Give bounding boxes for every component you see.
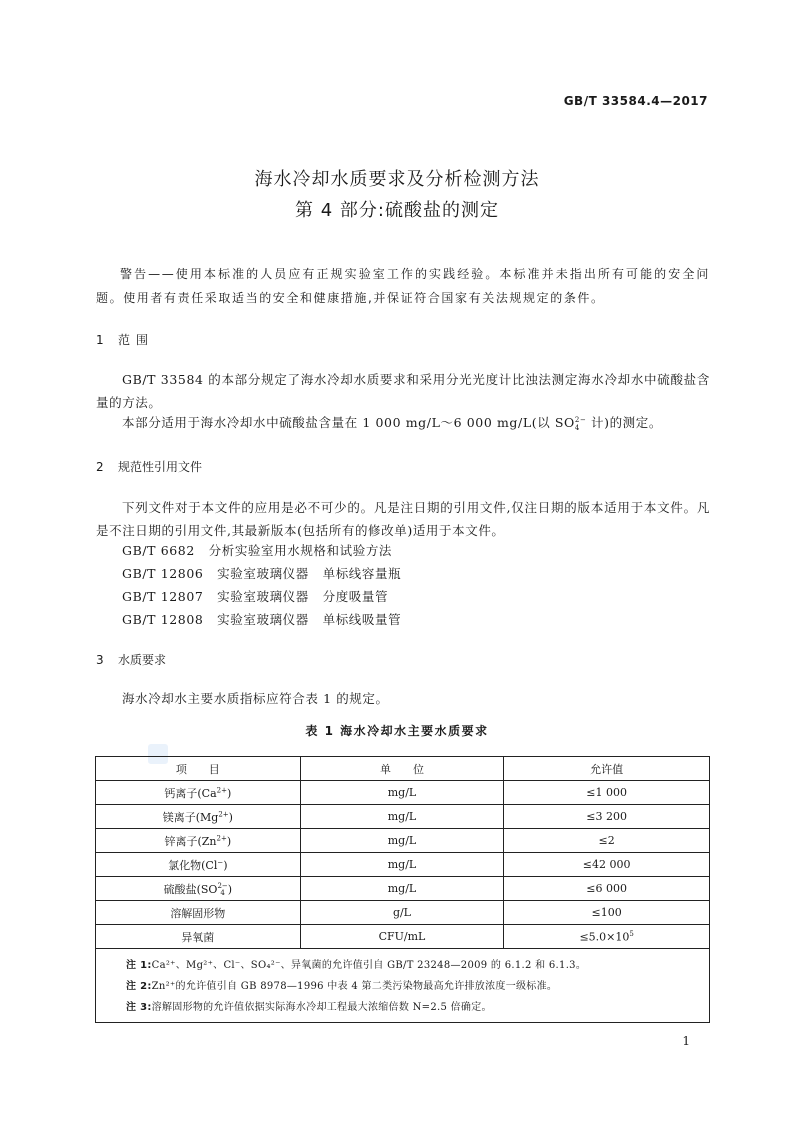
section-heading-references: [96, 458, 202, 475]
row-item: 镁离子$(Mg^{2+})$: [96, 805, 301, 829]
section-number: 3: [96, 653, 104, 667]
header-unit: 单 位: [300, 757, 504, 781]
section-heading-scope: [96, 331, 154, 348]
section-number: 2: [96, 460, 104, 474]
quality-intro: 海水冷却水主要水质指标应符合表 1 的规定。: [122, 691, 389, 706]
section-heading-water-quality: [96, 651, 166, 668]
row-item: 硫酸盐(SO 2− 4 ): [96, 877, 301, 901]
table-row: [96, 781, 710, 805]
table-row: [96, 877, 710, 901]
table-row: [96, 901, 710, 925]
section-title: 范围: [118, 333, 155, 347]
table-notes-row: [96, 949, 710, 1023]
row-value: $\le 5.0\times 10^5$: [504, 925, 710, 949]
row-value: ≤100: [504, 901, 710, 925]
table-row: [96, 805, 710, 829]
reference-item: GB/T 12807 实验室玻璃仪器 分度吸量管: [122, 589, 389, 604]
scope-text-prefix: 本部分适用于海水冷却水中硫酸盐含量在 1 000 mg/L～6 000 mg/L(以 SO: [122, 415, 575, 430]
scope-paragraph-1: GB/T 33584 的本部分规定了海水冷却水质要求和采用分光光度计比浊法测定海水冷却水中硫酸盐含量的方法。: [96, 372, 710, 410]
table-notes: [96, 949, 710, 1023]
document-title: 海水冷却水质要求及分析检测方法: [254, 169, 540, 190]
row-item: 溶解固形物: [96, 901, 301, 925]
section-title: 水质要求: [118, 653, 167, 667]
row-unit: mg/L: [300, 805, 504, 829]
row-unit: mg/L: [300, 781, 504, 805]
header-item: 项 目: [96, 757, 301, 781]
page-number: 1: [682, 1034, 690, 1048]
row-unit: mg/L: [300, 853, 504, 877]
water-quality-table: [95, 756, 710, 1023]
row-item: 锌离子$(Zn^{2+})$: [96, 829, 301, 853]
references-intro: 下列文件对于本文件的应用是必不可少的。凡是注日期的引用文件,仅注日期的版本适用于本文件。凡是不注日期的引用文件,其最新版本(包括所有的修改单)适用于本文件。: [96, 500, 710, 538]
row-item: 钙离子$(Ca^{2+})$: [96, 781, 301, 805]
table-row: [96, 829, 710, 853]
row-unit: g/L: [300, 901, 504, 925]
row-value: ≤3 200: [504, 805, 710, 829]
table-caption: 表 1 海水冷却水主要水质要求: [305, 724, 489, 738]
row-value: ≤6 000: [504, 877, 710, 901]
section-number: 1: [96, 333, 104, 347]
section-title: 规范性引用文件: [118, 460, 203, 474]
standard-code: GB/T 33584.4—2017: [563, 94, 708, 108]
warning-paragraph: 警告——使用本标准的人员应有正规实验室工作的实践经验。本标准并未指出所有可能的安全问题。使用者有责任采取适当的安全和健康措施,并保证符合国家有关法规规定的条件。: [96, 267, 710, 305]
scope-paragraph-2: [96, 411, 710, 434]
table-note: 注 3:溶解固形物的允许值依据实际海水冷却工程最大浓缩倍数 N=2.5 倍确定。: [126, 1002, 492, 1013]
row-item: 异氧菌: [96, 925, 301, 949]
row-item: 氯化物(Cl−): [96, 853, 301, 877]
table-note: 注 2:Zn²⁺的允许值引自 GB 8978—1996 中表 4 第二类污染物最高允许排放浓度一级标准。: [126, 981, 558, 992]
table-note: 注 1:Ca²⁺、Mg²⁺、Cl⁻、SO₄²⁻、异氧菌的允许值引自 GB/T 23248—2009 的 6.1.2 和 6.1.3。: [126, 960, 587, 971]
row-unit: mg/L: [300, 829, 504, 853]
scope-text-suffix: 计)的测定。: [586, 415, 662, 430]
header-limit: 允许值: [504, 757, 710, 781]
row-unit: CFU/mL: [300, 925, 504, 949]
row-value: ≤2: [504, 829, 710, 853]
row-unit: mg/L: [300, 877, 504, 901]
row-value: ≤1 000: [504, 781, 710, 805]
table-row: [96, 853, 710, 877]
table-row: [96, 925, 710, 949]
reference-item: GB/T 6682 分析实验室用水规格和试验方法: [122, 543, 393, 558]
reference-item: GB/T 12808 实验室玻璃仪器 单标线吸量管: [122, 612, 402, 627]
table-header-row: [96, 757, 710, 781]
reference-item: GB/T 12806 实验室玻璃仪器 单标线容量瓶: [122, 566, 402, 581]
document-subtitle: 第 4 部分:硫酸盐的测定: [295, 200, 499, 221]
sulfate-formula-subsup: 2− 4: [574, 415, 587, 432]
row-value: ≤42 000: [504, 853, 710, 877]
